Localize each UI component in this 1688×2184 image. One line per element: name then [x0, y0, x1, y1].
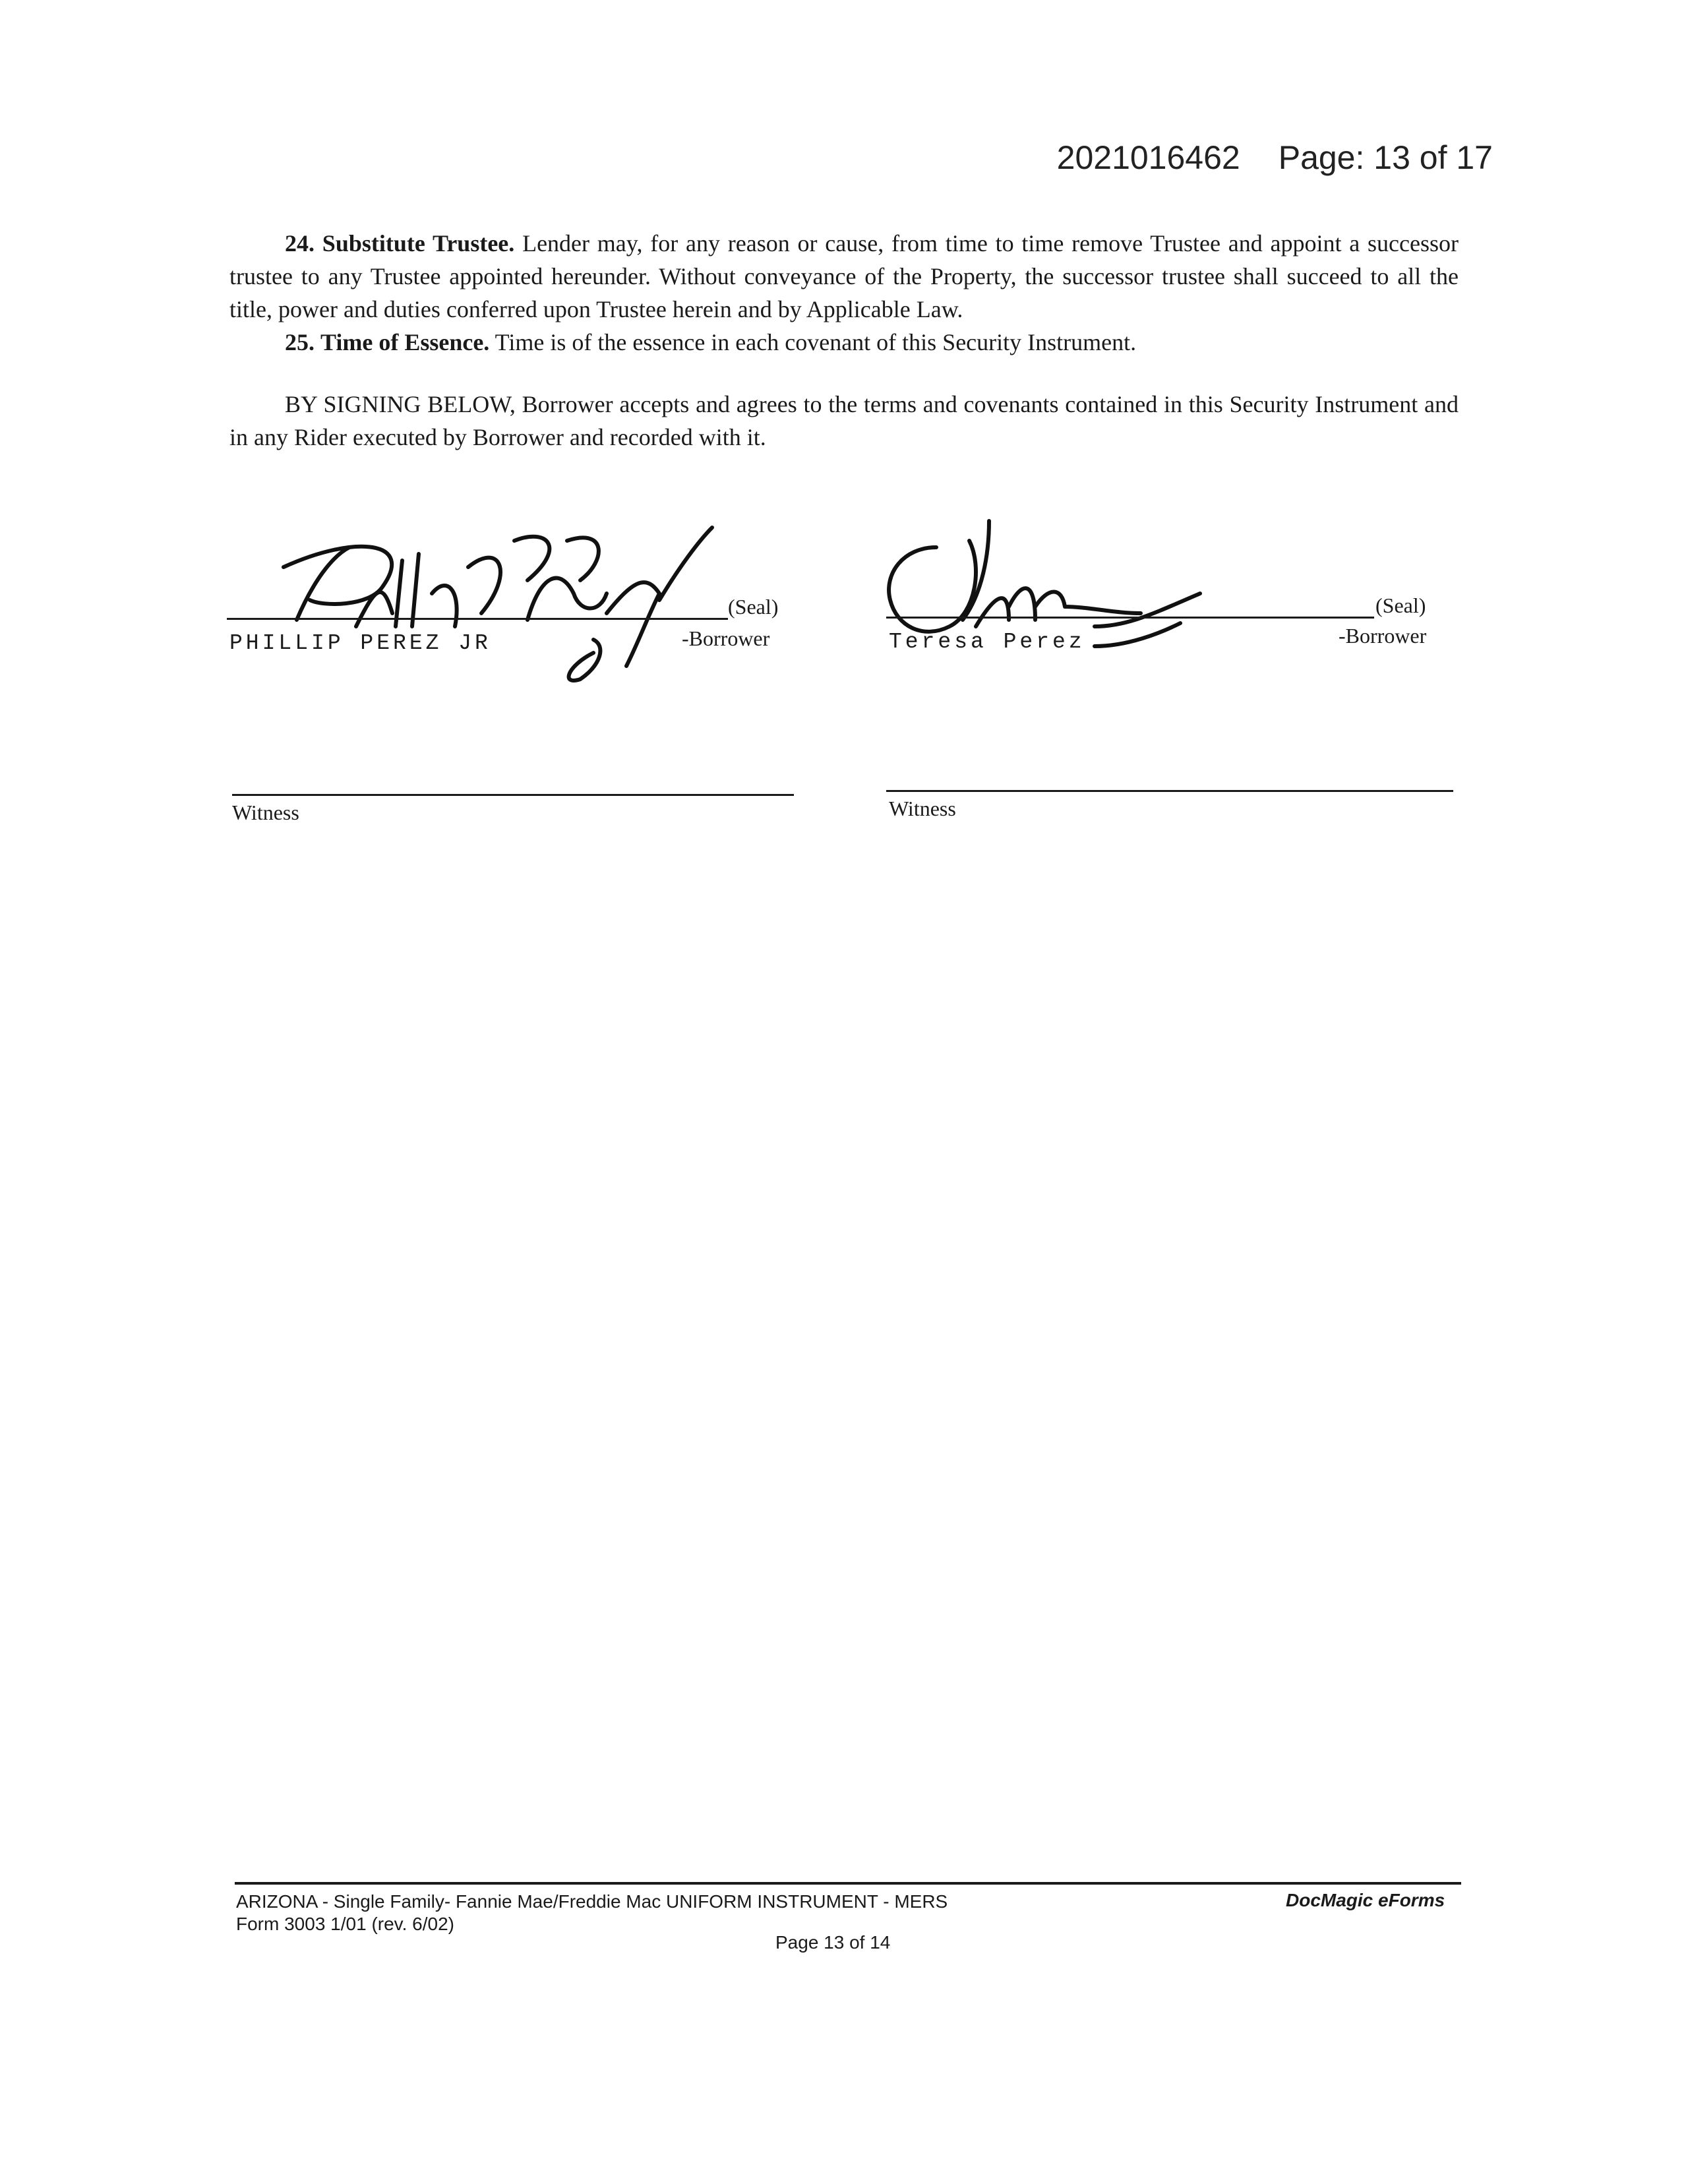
signing-statement-text: BY SIGNING BELOW, Borrower accepts and agrees to the terms and covenants contained in this Security Instrument and in any Rider executed by Borrower and recorded with it. — [229, 391, 1459, 450]
witness-1-label: Witness — [232, 801, 299, 824]
borrower-1-seal: (Seal) — [728, 595, 779, 619]
witness-1-line — [232, 794, 794, 796]
clause-25-number: 25. — [285, 329, 315, 355]
page-label: Page: 13 of 17 — [1278, 139, 1493, 176]
borrower-2-name: Teresa Perez — [889, 630, 1085, 654]
witness-2-line — [886, 790, 1453, 792]
footer-brand-logo: DocMagic eForms — [1286, 1890, 1445, 1910]
borrower-1-name: PHILLIP PEREZ JR — [229, 631, 491, 655]
footer-form-title: ARIZONA - Single Family- Fannie Mae/Freddie Mac UNIFORM INSTRUMENT - MERS — [236, 1891, 948, 1912]
borrower-2-role: -Borrower — [1339, 624, 1427, 648]
witness-2-label: Witness — [889, 797, 956, 820]
clause-25 — [229, 326, 1459, 359]
borrower-2-seal: (Seal) — [1375, 593, 1426, 617]
footer-form-number: Form 3003 1/01 (rev. 6/02) — [236, 1914, 454, 1934]
borrower-1-role: -Borrower — [682, 626, 770, 650]
clause-24 — [229, 227, 1459, 326]
clause-24-title: Substitute Trustee. — [322, 230, 515, 257]
clause-25-title: Time of Essence. — [320, 329, 490, 355]
footer-page-number: Page 13 of 14 — [775, 1932, 891, 1953]
document-number: 2021016462 — [1056, 139, 1240, 176]
borrower-1-signature-line — [227, 618, 728, 620]
footer-rule — [235, 1882, 1461, 1885]
clause-24-number: 24. — [285, 230, 315, 257]
clause-24-text: Lender may, for any reason or cause, from time to time remove Trustee and appoint a successor trustee to any Trustee appointed hereunder. Without conveyance of the Property, the successor trustee shall succeed to all the title, power and duties conferred upon Trustee herein and by Applicable Law. — [229, 230, 1459, 322]
recording-header — [1057, 138, 1493, 177]
clause-25-text: Time is of the essence in each covenant of this Security Instrument. — [495, 329, 1137, 355]
borrower-2-signature-line — [886, 617, 1374, 619]
borrower-1-handwritten-signature — [251, 514, 791, 686]
signing-statement — [229, 388, 1459, 454]
